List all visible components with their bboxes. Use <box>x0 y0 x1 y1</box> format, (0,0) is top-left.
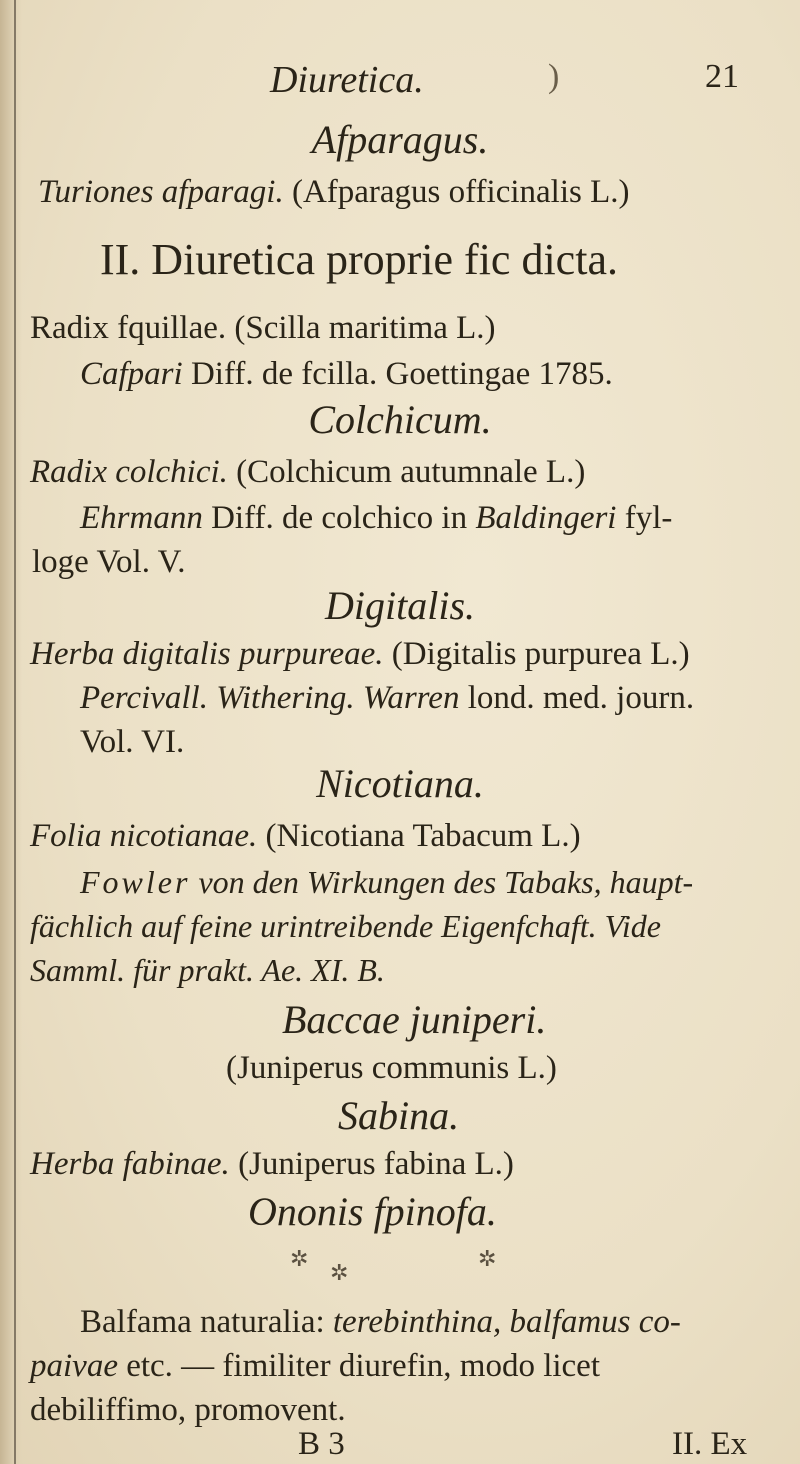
juniperus-species: (Juniperus communis L.) <box>226 1050 557 1086</box>
digitalis-journal: lond. med. journ. <box>467 680 695 716</box>
colchicum-work: Diff. de colchico in <box>211 500 468 536</box>
section-title-juniperus: Baccae juniperi. <box>282 997 547 1042</box>
separator-star-left: ✲ <box>290 1246 309 1271</box>
section-separator <box>0 1246 800 1286</box>
digitalis-authors: Percivall. Withering. Warren <box>80 680 460 716</box>
balsama-copaivae-start: balfamus co- <box>509 1304 681 1340</box>
nicotiana-work: von den Wirkungen des Tabaks, haupt- <box>198 864 694 900</box>
asparagus-species: (Afparagus officinalis L.) <box>291 174 630 210</box>
squilla-reference <box>80 354 613 394</box>
page-gutter <box>0 0 22 1464</box>
balsama-copaivae-end: paivae <box>30 1348 118 1384</box>
squilla-author: Cafpari <box>80 356 183 392</box>
sabina-species: (Juniperus fabina L.) <box>238 1146 514 1182</box>
colchicum-author: Ehrmann <box>80 500 203 536</box>
part-heading: II. Diuretica proprie fic dicta. <box>100 235 618 284</box>
colchicum-reference <box>80 498 672 538</box>
balsama-intro: Balfama naturalia: <box>80 1304 325 1340</box>
colchicum-entry <box>30 452 585 492</box>
nicotiana-species: (Nicotiana Tabacum L.) <box>265 818 581 854</box>
running-header-bracket: ) <box>548 58 560 95</box>
nicotiana-reference-cont: fächlich auf feine urintreibende Eigenfchaft. Vide <box>30 908 661 944</box>
asparagus-entry <box>38 172 630 212</box>
digitalis-drug-name: Herba digitalis purpureae. <box>30 636 384 672</box>
colchicum-collection: Baldingeri <box>475 500 617 536</box>
colchicum-hyphenation: fyl- <box>624 500 673 536</box>
nicotiana-reference <box>80 862 693 902</box>
section-title-nicotiana: Nicotiana. <box>316 761 484 806</box>
section-title-ononis: Ononis fpinofa. <box>248 1189 497 1234</box>
asparagus-drug-name: Turiones afparagi. <box>38 174 284 210</box>
squilla-work: Diff. de fcilla. Goettingae 1785. <box>190 356 613 392</box>
nicotiana-entry <box>30 816 581 856</box>
colchicum-drug-name: Radix colchici. <box>30 454 228 490</box>
balsama-line-2 <box>30 1346 600 1386</box>
colchicum-species: (Colchicum autumnale L.) <box>236 454 586 490</box>
balsama-line-1 <box>80 1302 681 1342</box>
section-title-digitalis: Digitalis. <box>324 583 476 628</box>
sabina-drug-name: Herba fabinae. <box>30 1146 230 1182</box>
squilla-entry: Radix fquillae. (Scilla maritima L.) <box>30 310 496 346</box>
nicotiana-reference-end: Samml. für prakt. Ae. XI. B. <box>30 952 385 988</box>
page-number: 21 <box>705 58 739 95</box>
balsama-text: etc. — fimiliter diurefin, modo licet <box>126 1348 600 1384</box>
section-title-asparagus: Afparagus. <box>311 117 489 162</box>
sabina-entry <box>30 1144 514 1184</box>
colchicum-volume: loge Vol. V. <box>32 544 186 580</box>
separator-star-right: ✲ <box>478 1246 497 1271</box>
running-header-title: Diuretica. <box>270 59 424 101</box>
digitalis-reference <box>80 678 694 718</box>
section-title-colchicum: Colchicum. <box>308 397 492 442</box>
balsama-terebinthina: terebinthina, <box>332 1304 502 1340</box>
digitalis-volume: Vol. VI. <box>80 724 185 760</box>
nicotiana-author: Fowler <box>80 864 191 900</box>
nicotiana-drug-name: Folia nicotianae. <box>30 818 258 854</box>
separator-star-middle: ✲ <box>330 1260 349 1285</box>
gutter-line <box>14 0 16 1464</box>
catchword: II. Ex <box>672 1426 748 1462</box>
printer-signature: B 3 <box>298 1426 345 1462</box>
digitalis-species: (Digitalis purpurea L.) <box>391 636 690 672</box>
section-title-sabina: Sabina. <box>338 1093 460 1138</box>
balsama-line-3: debiliffimo, promovent. <box>30 1392 346 1428</box>
digitalis-entry <box>30 634 690 674</box>
